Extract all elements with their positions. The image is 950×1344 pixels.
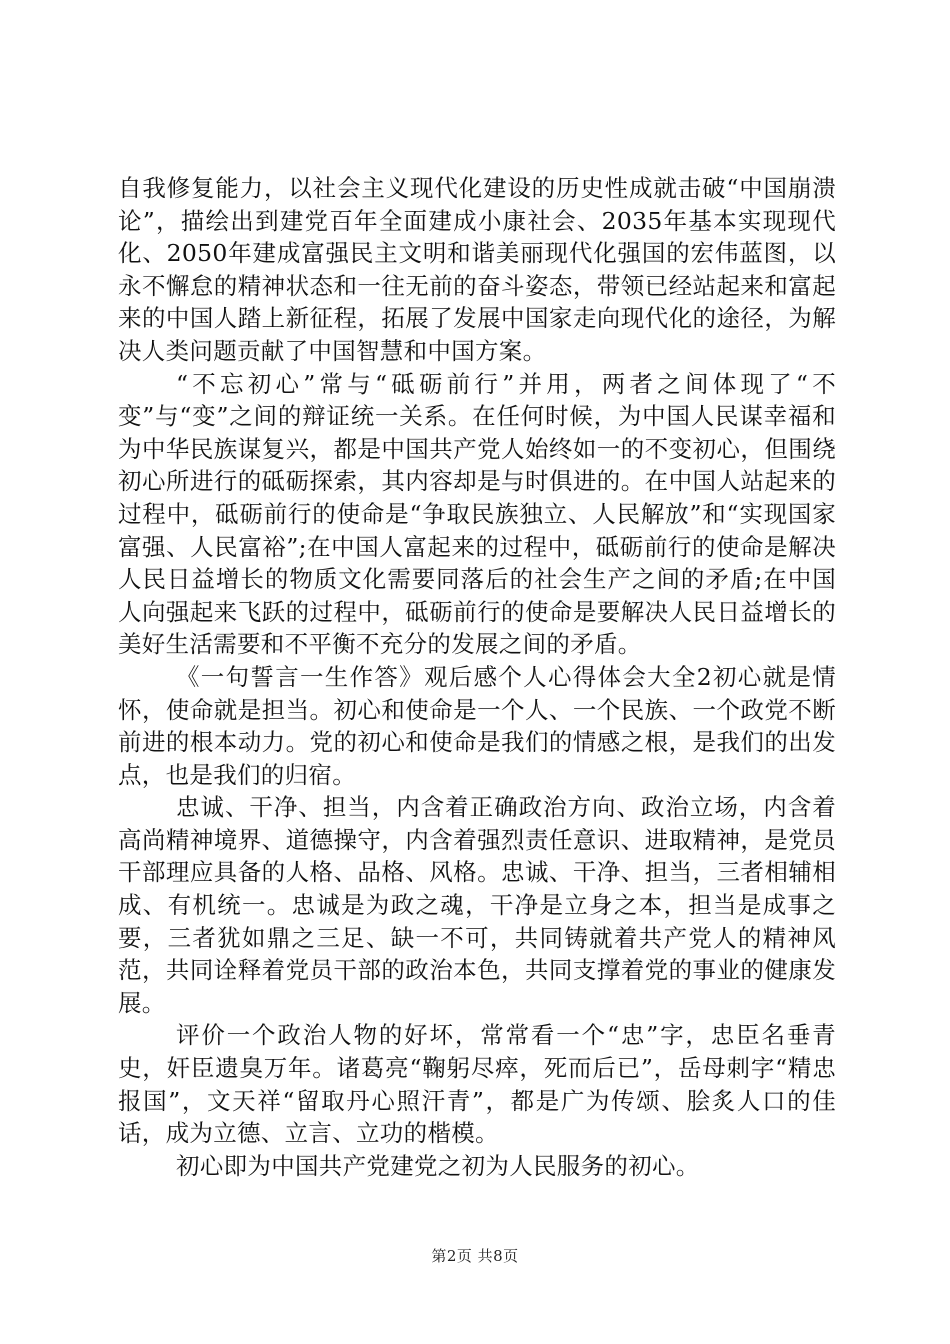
paragraph: “不忘初心”常与“砥砺前行”并用，两者之间体现了“不变”与“变”之间的辩证统一关系。在任何时候，为中国人民谋幸福和为中华民族谋复兴，都是中国共产党人始终如一的不变初心，但围绕初心所进行的砥砺探索，其内容却是与时俱进的。在中国人站起来的过程中，砥砺前行的使命是“争取民族独立、人民解放”和“实现国家富强、人民富裕”;在中国人富起来的过程中，砥砺前行的使命是解决人民日益增长的物质文化需要同落后的社会生产之间的矛盾;在中国人向强起来飞跃的过程中，砥砺前行的使命是要解决人民日益增长的美好生活需要和不平衡不充分的发展之间的矛盾。 bbox=[118, 369, 836, 659]
paragraph: 忠诚、干净、担当，内含着正确政治方向、政治立场，内含着高尚精神境界、道德操守，内含着强烈责任意识、进取精神，是党员干部理应具备的人格、品格、风格。忠诚、干净、担当，三者相辅相成、有机统一。忠诚是为政之魂，干净是立身之本，担当是成事之要，三者犹如鼎之三足、缺一不可，共同铸就着共产党人的精神风范，共同诠释着党员干部的政治本色，共同支撑着党的事业的健康发展。 bbox=[118, 793, 836, 1017]
paragraph: 评价一个政治人物的好坏，常常看一个“忠”字，忠臣名垂青史，奸臣遗臭万年。诸葛亮“鞠躬尽瘁，死而后已”，岳母刺字“精忠报国”，文天祥“留取丹心照汗青”，都是广为传颂、脍炙人口的佳话，成为立德、立言、立功的楷模。 bbox=[118, 1021, 836, 1148]
page-footer: 第2页 共8页 bbox=[431, 1247, 519, 1265]
document-body bbox=[118, 172, 836, 1182]
paragraph: 初心即为中国共产党建党之初为人民服务的初心。 bbox=[176, 1151, 700, 1180]
paragraph: 自我修复能力，以社会主义现代化建设的历史性成就击破“中国崩溃论”，描绘出到建党百年全面建成小康社会、2035年基本实现现代化、2050年建成富强民主文明和谐美丽现代化强国的宏伟蓝图，以永不懈怠的精神状态和一往无前的奋斗姿态，带领已经站起来和富起来的中国人踏上新征程，拓展了发展中国家走向现代化的途径，为解决人类问题贡献了中国智慧和中国方案。 bbox=[118, 174, 836, 365]
paragraph: 《一句誓言一生作答》观后感个人心得体会大全2初心就是情怀，使命就是担当。初心和使命是一个人、一个民族、一个政党不断前进的根本动力。党的初心和使命是我们的情感之根，是我们的出发点，也是我们的归宿。 bbox=[118, 662, 836, 789]
